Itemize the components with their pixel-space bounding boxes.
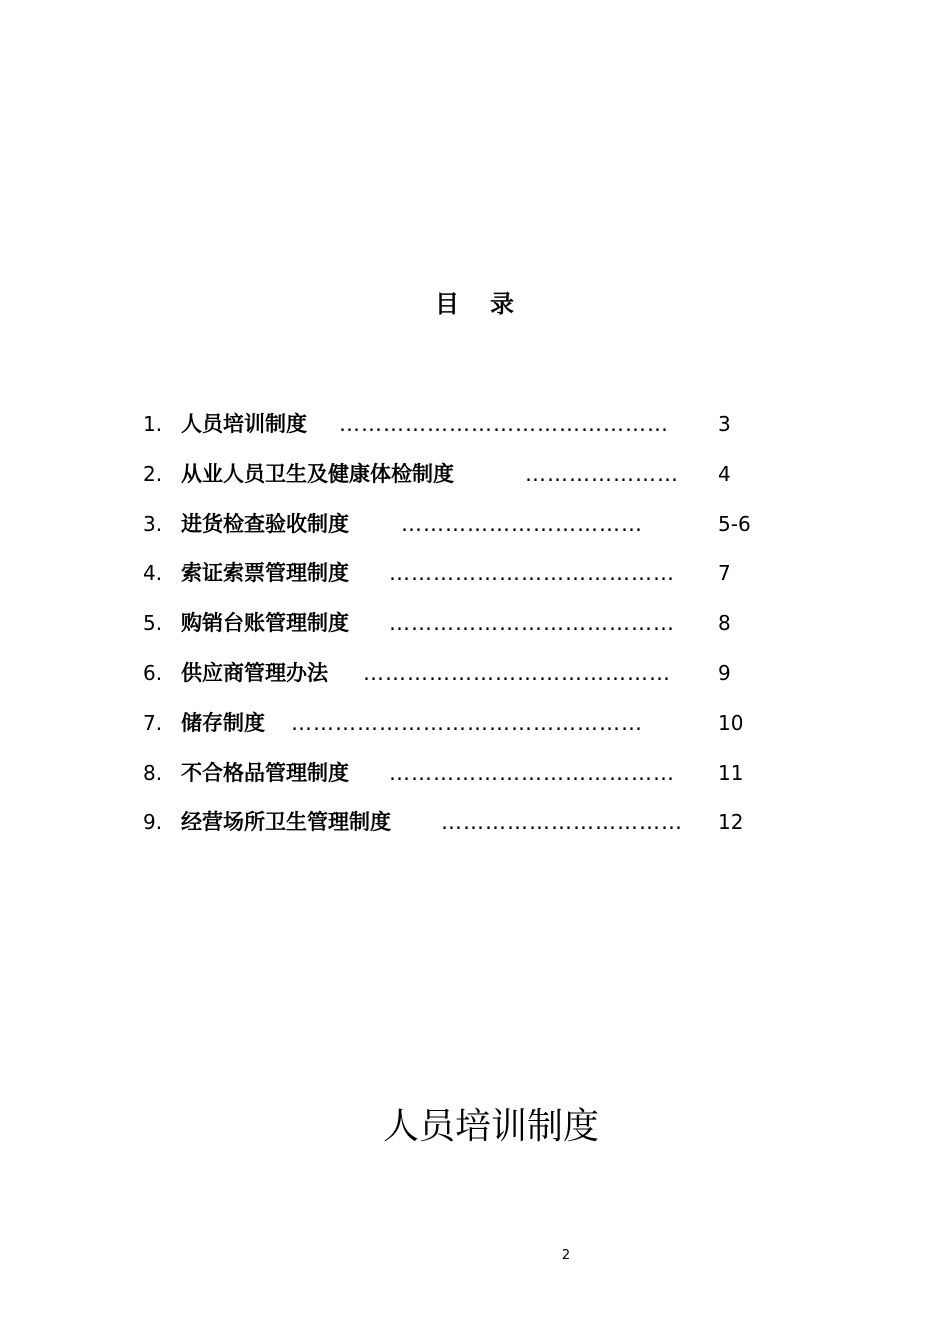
toc-entry[interactable] [143,705,783,755]
toc-entry-leader: ………………………………… [389,561,675,586]
toc-entry-page: 11 [718,760,744,785]
toc-entry-page: 9 [718,660,731,685]
toc-title-left: 目 [435,290,460,318]
toc-entry-number: 7. [143,710,163,735]
toc-entry-leader: ………………………………… [389,760,675,785]
toc-entry-page: 7 [718,561,731,586]
toc-title [0,284,950,319]
toc-entry-number: 6. [143,660,163,685]
toc-title-right: 录 [490,290,515,318]
toc-entry-number: 5. [143,611,163,636]
toc-entry-page: 3 [718,412,731,436]
toc-entry-number: 9. [143,810,163,835]
toc-entry[interactable] [143,605,783,655]
toc-entry-leader: ………………………………………… [291,710,643,735]
toc-entry-title: 储存制度 [181,710,265,735]
toc-entry-title: 供应商管理办法 [181,660,328,685]
section-heading: 人员培训制度 [382,1106,599,1147]
toc-entry-leader: ………………………………… [389,611,675,636]
toc-list [143,406,783,854]
toc-entry[interactable] [143,804,783,854]
toc-entry-leader: …………………………… [401,511,643,536]
toc-entry-title: 进货检查验收制度 [181,511,349,536]
toc-entry-title: 从业人员卫生及健康体检制度 [181,461,454,486]
toc-entry[interactable] [143,456,783,506]
toc-entry-title: 索证索票管理制度 [181,561,349,586]
toc-entry-number: 3. [143,511,163,536]
toc-entry-leader: …………………………… [441,810,683,835]
toc-entry-leader: …………………………………… [363,660,671,685]
toc-entry-page: 12 [718,810,744,835]
toc-entry-page: 4 [718,461,731,486]
toc-entry-title: 经营场所卫生管理制度 [181,810,391,835]
toc-entry[interactable] [143,655,783,705]
toc-entry-number: 1. [143,412,163,436]
toc-entry[interactable] [143,555,783,605]
toc-entry-title: 不合格品管理制度 [181,760,349,785]
toc-entry-number: 2. [143,461,163,486]
toc-entry-leader: ……………………………………… [339,412,669,436]
toc-entry-page: 5-6 [718,511,751,536]
toc-entry[interactable] [143,406,783,456]
toc-entry[interactable] [143,755,783,805]
toc-entry-number: 8. [143,760,163,785]
toc-entry-leader: ………………… [525,461,679,486]
toc-entry[interactable] [143,506,783,556]
toc-entry-title: 人员培训制度 [181,412,307,436]
toc-entry-page: 10 [718,710,744,735]
toc-entry-title: 购销台账管理制度 [181,611,349,636]
toc-entry-page: 8 [718,611,731,636]
page-number: 2 [561,1248,571,1263]
toc-entry-number: 4. [143,561,163,586]
